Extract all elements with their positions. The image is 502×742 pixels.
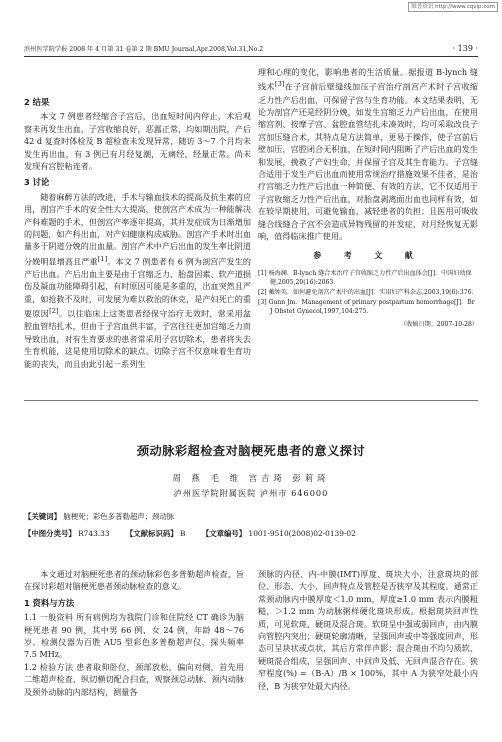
test-method-paragraph: 1.2 检验方法 患者取仰卧位，颈部放松，偏向对侧，首先用二维超声检查，纵切横切配合扫查，观察颈总动脉、颈内动脉及颈外动脉的内部结构，测量各 <box>24 661 244 697</box>
article-title: 颈动脉彩超检查对脑梗死患者的意义探讨 <box>136 444 366 458</box>
continuation-text-2: 在子宫前后壁缝线加压子宫治疗剖宫产术时子宫收缩乏力性产后出血，可保留子宫与生育功能。本文结果表明，无论为剖宫产还是经阴分娩，如发生宫缩乏力产后出血，在使用缩宫剂、按摩子宫、盆腔血管结扎未凑效时，均可采取改良子宫加压缝合术，其特点是方法简单，更易于操作，使子宫前后壁加压，宫腔闭合无积血，在短时间内阻断了产后出血的发生和发展，挽救了产妇生命，并保留子宫及其生育能力。子宫缝合适用于发生产后出血而使用常规治疗措施效果不佳者，是治疗宫缩乏力性产后出血一种简便、有效的方法，它不仅适用于子宫收缩乏力性产后出血，对胎盘剥离面出血也同样有效，如在较早期使用，可避免输血，减轻患者的负担；且医用可吸收缝合线缝合子宫不会造成异物残留的并发症，对月经恢复无影响，值得临床推广使用。 <box>258 82 478 241</box>
article-no-value: 1001-9510(2008)02-0139-02 <box>248 529 356 538</box>
keywords-value: 脑梗死；彩色多普勒超声；颈动脉 <box>63 512 175 521</box>
continuation-text-1: 理和心理的变化，影响患者的生活质量。据报道 B-lynch 缝线术 <box>258 67 478 93</box>
watermark: 维普资讯 http://www.cqvip.com <box>408 2 498 12</box>
article-affiliation: 泸州医学院附属医院 泸州市 646000 <box>173 488 329 498</box>
top-left-column <box>24 92 251 370</box>
reference-item: [3] Gunn Jm．Management of primary postpartum hemorrhage[J]．Br J Obstet Gynecol,1997,104:275． <box>258 298 475 316</box>
methods-heading: 1 资料与方法 <box>24 597 75 608</box>
references-title: 参 考 文 献 <box>313 251 423 261</box>
journal-citation: 滨州医学院学报 2008 年 4 月第 31 卷第 2 期 BMU Journal,Apr.2008,Vol.31,No.2 <box>24 46 264 53</box>
cls-label: 【中图分类号】 <box>24 529 76 538</box>
doc-code-label: 【文献标识码】 <box>125 529 178 538</box>
citation-2: [2] <box>49 307 59 316</box>
citation-3: [3] <box>274 80 285 89</box>
general-data-paragraph: 1.1 一般资料 所有病例均为我院门诊和住院经 CT 确诊为脑梗死患者 90 例，其中男 66 例，女 24 例，年龄 48～76 岁。检测仪器为百胜 AU5 型彩色多普勒超声仪，探头频率 7.5 MHz。 <box>24 612 244 660</box>
running-head <box>24 44 478 57</box>
classification-line <box>24 528 484 539</box>
continuation-paragraph <box>258 66 478 242</box>
article-no-label: 【文章编号】 <box>201 529 247 538</box>
results-heading: 2 结果 <box>24 97 50 107</box>
citation-1: [1] <box>97 254 108 263</box>
discussion-heading: 3 讨论 <box>24 177 50 188</box>
bottom-right-column <box>258 568 478 692</box>
received-date: （收稿日期：2007-10-28） <box>400 320 478 328</box>
results-paragraph: 本文 7 例患者经缩合子宫后，出血短时间内停止，术后观察未再发生出血，子宫收缩良好，恶露正常，均如期出院，产后 42 d 复查时体检及 B 超检查未发现异常，随访 3～7 个月均未发生再出血，有 3 例已有月经复潮，无痛经，经量正常。尚未发现有宫腔粘连者。 <box>24 111 251 172</box>
discussion-paragraph <box>24 191 251 370</box>
discussion-text-1: 随着麻醉方法的改进，手术与输血技术的提高及抗生素的应用，剖宫产手术的安全性大大提高，使剖宫产术成为一种能解决产科难题的手术，但剖宫产率逐年提高，其并发症成为日渐增加的问题，如产科出血，对产妇健康构成威胁。剖宫产手术时出血量多于阴道分娩的出血量。剖宫产术中产后出血的发生率比阴道分娩明显增高且严重 <box>24 191 251 267</box>
doc-code-value: B <box>180 529 186 538</box>
discussion-text-3: 。以往临床上这类患者经保守治疗无效时，常采用盆腔血管结扎术，但由于子宫血供丰富，子宫往往更加宫缩乏力而导致出血，对有生育要求的患者常采用子宫切除术，患者将失去生育机能，这是使用切除术的缺点。切除子宫不仅意味着生育功能的丧失，而且由此引起一系列生 <box>24 308 251 369</box>
discussion-text-2: 。本文 7 例患者有 6 例为剖宫产发生的产后出血。产后出血主要是由于宫缩乏力、胎盘因素、软产道损伤及凝血功能障碍引起，有时原因可能是多重的，出血突然且严重，如抢救不及时，可发展为难以救治的休克，是产妇死亡的重要原因 <box>24 256 251 319</box>
reference-item: [2] 戴钟英．如何避免剖宫产术中的出血[J]．实用妇产科杂志,2003,19(6):376． <box>258 288 478 296</box>
top-right-column <box>258 66 478 331</box>
cls-value: R743.33 <box>78 529 110 538</box>
reference-item: [1] 杨海澜．B-lynch 缝合术治疗子宫收缩乏力性产后出血体会[J]．中国妇幼保健,2005,20(16):2063． <box>258 269 472 287</box>
bottom-left-column <box>24 568 244 698</box>
article-divider <box>24 400 478 401</box>
article-authors: 周 燕 毛 维 宫吉琦 彭莉琦 <box>172 473 330 483</box>
keywords-line <box>24 511 484 522</box>
keywords-label: 【关键词】 <box>24 512 61 521</box>
method-continuation-paragraph: 颈脉的内径、内-中膜(IMT)厚度、斑块大小，注意斑块的部位、形态、大小、回声特点及管腔是否狭窄及其程度。通常正常颈动脉内中膜厚度＜1.0 mm，厚度≥1.0 mm 表示内膜粗糙，＞1.2 mm 为动脉粥样硬化斑块形成。根据斑块回声性质，可见软斑、硬斑及混合斑。软斑呈中强或弱回声，由内膜向管腔内突出；硬斑轮廓清晰，呈强回声或中等强度回声，形态可呈块状或点状，其后方常伴声影；混合斑由不均匀质软、硬斑混合组成，呈强回声、中回声及低、无回声混合存在。狭窄程度(%) =（B-A）/B × 100%，其中 A 为狭窄处最小内径，B 为狭窄处最大内径。 <box>258 569 478 691</box>
intro-paragraph: 本文通过对脑梗死患者的颈动脉彩色多普勒超声检查，旨在探讨彩超对脑梗死患者颈动脉检查的意义。 <box>24 569 244 592</box>
page-number: · 139 · <box>452 44 478 53</box>
